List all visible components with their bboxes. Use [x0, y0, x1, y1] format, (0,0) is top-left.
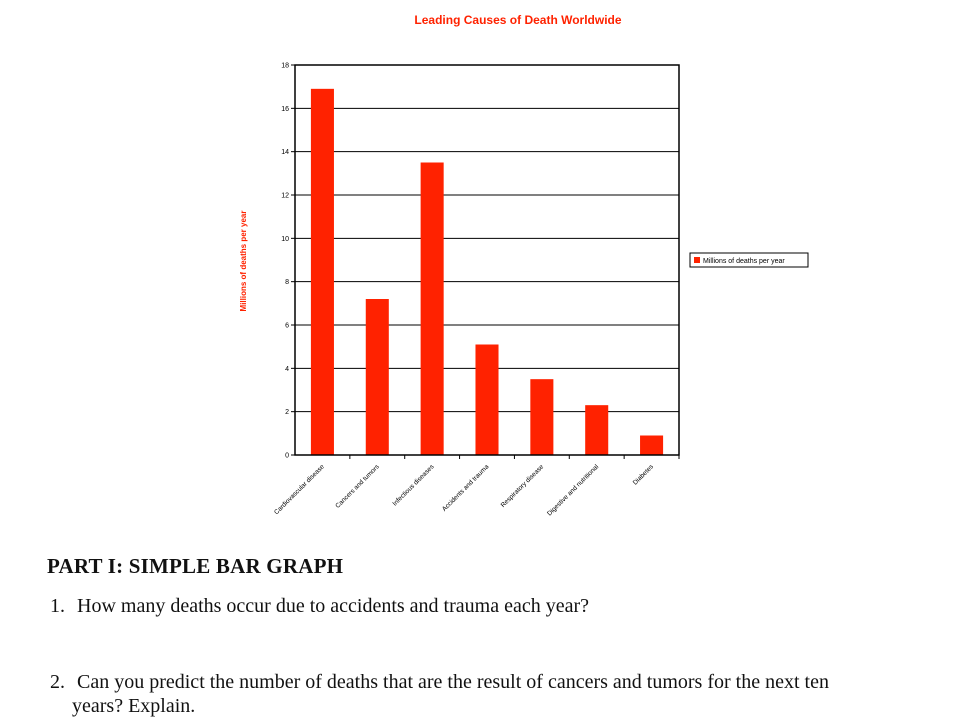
- x-tick-label: Infectious diseases: [391, 463, 436, 508]
- y-axis-label: Millions of deaths per year: [239, 210, 248, 312]
- x-tick-label: Cancers and tumors: [334, 463, 381, 510]
- question-2-number: 2.: [50, 671, 65, 693]
- question-2-text-line1: Can you predict the number of deaths that are the result of cancers and tumors for the next ten: [77, 671, 829, 693]
- y-tick-label: 6: [285, 322, 289, 330]
- x-tick-label: Cardiovascular disease: [273, 463, 326, 517]
- y-tick-label: 2: [285, 409, 289, 417]
- y-tick-label: 14: [281, 149, 289, 157]
- bar: [530, 379, 553, 455]
- legend-label: Millions of deaths per year: [703, 258, 785, 265]
- legend-swatch: [694, 257, 700, 263]
- bar: [311, 89, 334, 455]
- legend: [690, 253, 808, 267]
- y-tick-label: 18: [281, 62, 289, 70]
- bar: [366, 299, 389, 455]
- question-1: [50, 594, 930, 618]
- x-tick-label: Digestive and nutritional: [546, 463, 601, 518]
- question-2-text-line2: years? Explain.: [72, 695, 196, 717]
- y-tick-label: 8: [285, 279, 289, 287]
- bars: [311, 89, 663, 455]
- y-tick-label: 0: [285, 452, 289, 460]
- y-tick-label: 12: [281, 192, 289, 200]
- y-tick-label: 4: [285, 365, 289, 373]
- bar: [421, 163, 444, 456]
- x-tick-label: Accidents and trauma: [441, 463, 491, 513]
- y-tick-label: 10: [281, 235, 289, 243]
- question-2: [50, 670, 930, 718]
- bar: [475, 345, 498, 456]
- x-tick-label: Diabetes: [631, 463, 655, 487]
- bar: [585, 405, 608, 455]
- chart-title: Leading Causes of Death Worldwide: [414, 13, 622, 27]
- y-tick-label: 16: [281, 105, 289, 113]
- question-1-number: 1.: [50, 595, 65, 617]
- bar: [640, 436, 663, 456]
- question-1-text: How many deaths occur due to accidents and trauma each year?: [77, 595, 589, 617]
- x-tick-label: Respiratory disease: [499, 463, 546, 510]
- part-heading: PART I: SIMPLE BAR GRAPH: [47, 554, 344, 578]
